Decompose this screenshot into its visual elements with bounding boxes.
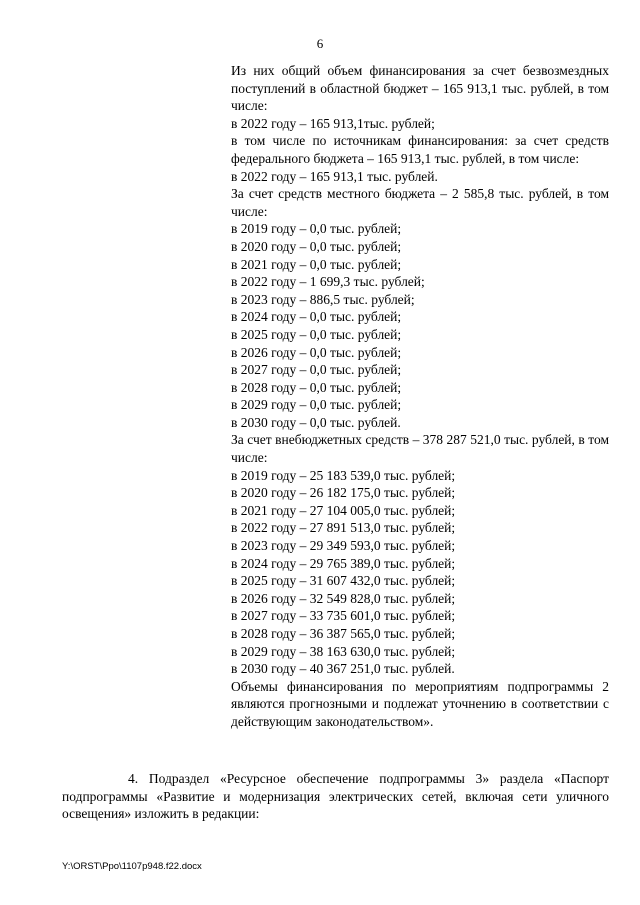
list-item: в 2029 году – 38 163 630,0 тыс. рублей; — [231, 643, 456, 659]
extrabudget-lines — [231, 467, 609, 678]
list-item: в 2030 году – 40 367 251,0 тыс. рублей. — [231, 661, 455, 677]
section-4-paragraph: 4. Подраздел «Ресурсное обеспечение подпрограммы 3» раздела «Паспорт подпрограммы «Развитие и модернизация электрических сетей, включая сети уличного освещения» изложить в редакции: — [62, 771, 609, 822]
list-item: в 2019 году – 0,0 тыс. рублей; — [231, 221, 402, 237]
list-item: в 2027 году – 33 735 601,0 тыс. рублей; — [231, 608, 456, 624]
local-budget-lines — [231, 220, 609, 431]
list-item: в 2022 году – 1 699,3 тыс. рублей; — [231, 274, 425, 290]
list-item: в 2027 году – 0,0 тыс. рублей; — [231, 362, 402, 378]
list-item: в 2019 году – 25 183 539,0 тыс. рублей; — [231, 467, 456, 483]
federal-2022-line: в 2022 году – 165 913,1 тыс. рублей. — [231, 168, 438, 184]
list-item: в 2025 году – 31 607 432,0 тыс. рублей; — [231, 573, 456, 589]
list-item: в 2023 году – 886,5 тыс. рублей; — [231, 291, 415, 307]
list-item: в 2026 году – 32 549 828,0 тыс. рублей; — [231, 590, 456, 606]
grant-financing-intro: Из них общий объем финансирования за счет безвозмездных поступлений в областной бюджет – 165 913,1 тыс. рублей, в том числе: — [231, 63, 609, 114]
list-item: в 2022 году – 27 891 513,0 тыс. рублей; — [231, 520, 456, 536]
page-number: 6 — [316, 36, 324, 51]
list-item: в 2020 году – 26 182 175,0 тыс. рублей; — [231, 485, 456, 501]
list-item: в 2024 году – 29 765 389,0 тыс. рублей; — [231, 555, 456, 571]
local-budget-intro: За счет средств местного бюджета – 2 585,8 тыс. рублей, в том числе: — [231, 186, 609, 219]
financing-column — [231, 62, 609, 731]
list-item: в 2021 году – 27 104 005,0 тыс. рублей; — [231, 502, 456, 518]
list-item: в 2030 году – 0,0 тыс. рублей. — [231, 414, 401, 430]
list-item: в 2023 году – 29 349 593,0 тыс. рублей; — [231, 538, 456, 554]
list-item: в 2024 году – 0,0 тыс. рублей; — [231, 309, 402, 325]
list-item: в 2028 году – 0,0 тыс. рублей; — [231, 379, 402, 395]
list-item: в 2028 году – 36 387 565,0 тыс. рублей; — [231, 626, 456, 641]
list-item: в 2026 году – 0,0 тыс. рублей; — [231, 344, 402, 360]
list-item: в 2020 году – 0,0 тыс. рублей; — [231, 238, 402, 254]
list-item: в 2025 году – 0,0 тыс. рублей; — [231, 326, 402, 342]
list-item: в 2029 году – 0,0 тыс. рублей; — [231, 397, 402, 413]
forecast-note: Объемы финансирования по мероприятиям подпрограммы 2 являются прогнозными и подлежат уточнению в соответствии с действующим законодательством». — [231, 678, 609, 729]
extrabudget-intro: За счет внебюджетных средств – 378 287 521,0 тыс. рублей, в том числе: — [231, 432, 609, 466]
list-item: в 2021 году – 0,0 тыс. рублей; — [231, 256, 402, 272]
funding-sources-paragraph: в том числе по источникам финансирования: за счет средств федерального бюджета – 165 913,1 тыс. рублей, в том числе: — [231, 133, 609, 166]
footer-file-path: Y:\ORST\Ppo\1107p948.f22.docx — [62, 861, 202, 872]
grant-2022-line: в 2022 году – 165 913,1тыс. рублей; — [231, 115, 435, 131]
